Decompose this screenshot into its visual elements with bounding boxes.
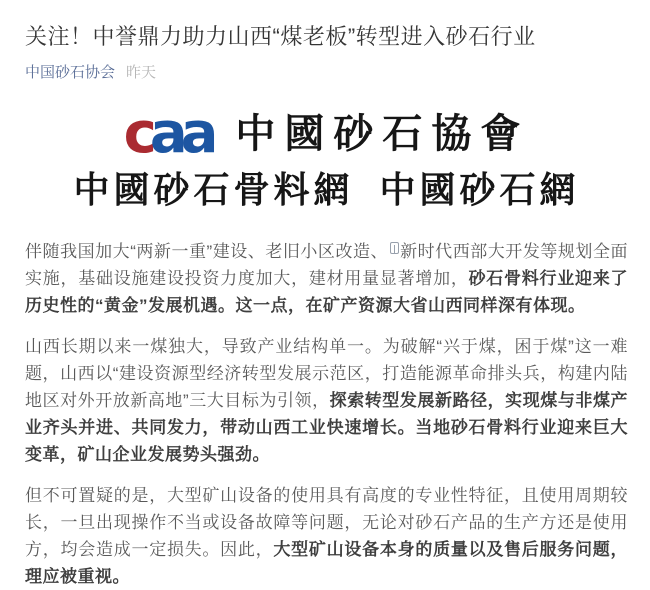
paragraph-1-text-a: 伴随我国加大“两新一重”建设、老旧小区改造、	[25, 242, 389, 261]
caa-letter-c: c	[123, 101, 150, 166]
seal-script-aggregate-net: 中國砂石骨料網	[73, 170, 354, 210]
logo-top-row	[25, 101, 628, 166]
byline	[25, 62, 628, 83]
paragraph-1-text-b: 新时代西部大开发等规划全面实施，基础设施建设投资力度加大，建材用量显著增加，	[25, 242, 628, 288]
association-logo-image	[25, 101, 628, 212]
paragraph-1	[25, 238, 628, 319]
article-title: 关注！中誉鼎力助力山西“煤老板”转型进入砂石行业	[25, 24, 536, 49]
seal-script-line	[25, 168, 628, 212]
inline-box-artifact-icon	[390, 242, 399, 254]
paragraph-3	[25, 482, 628, 590]
caa-logo-icon	[123, 101, 236, 166]
calligraphy-association-name: 中國砂石協會	[235, 111, 530, 156]
paragraph-2-bold-text: 探索转型发展新路径，实现煤与非煤产业齐头并进、共同发力，带动山西工业快速增长。当地砂石骨料行业迎来巨大变革，矿山企业发展势头强劲。	[25, 391, 629, 464]
seal-script-sandstone-net: 中國砂石網	[379, 170, 580, 210]
paragraph-2	[25, 333, 628, 468]
paragraph-3-text: 但不可置疑的是，大型矿山设备的使用具有高度的专业性特征，且使用周期较长，一旦出现操作不当或设备故障等问题，无论对砂石产品的生产方还是使用方，均会造成一定损失。因此，	[25, 486, 628, 559]
account-link[interactable]: 中国砂石协会	[25, 64, 116, 81]
paragraph-3-bold-text: 大型矿山设备本身的质量以及售后服务问题，理应被重视。	[25, 540, 629, 586]
publish-date: 昨天	[126, 64, 157, 81]
paragraph-1-bold-text: 砂石骨料行业迎来了历史性的“黄金”发展机遇。这一点，在矿产资源大省山西同样深有体现。	[25, 269, 629, 315]
paragraph-2-text: 山西长期以来一煤独大，导致产业结构单一。为破解“兴于煤，困于煤”这一难题，山西以“建设资源型经济转型发展示范区，打造能源革命排头兵，构建内陆地区对外开放新高地”三大目标为引领，	[25, 337, 628, 410]
caa-letters-aa: aa	[149, 101, 212, 166]
